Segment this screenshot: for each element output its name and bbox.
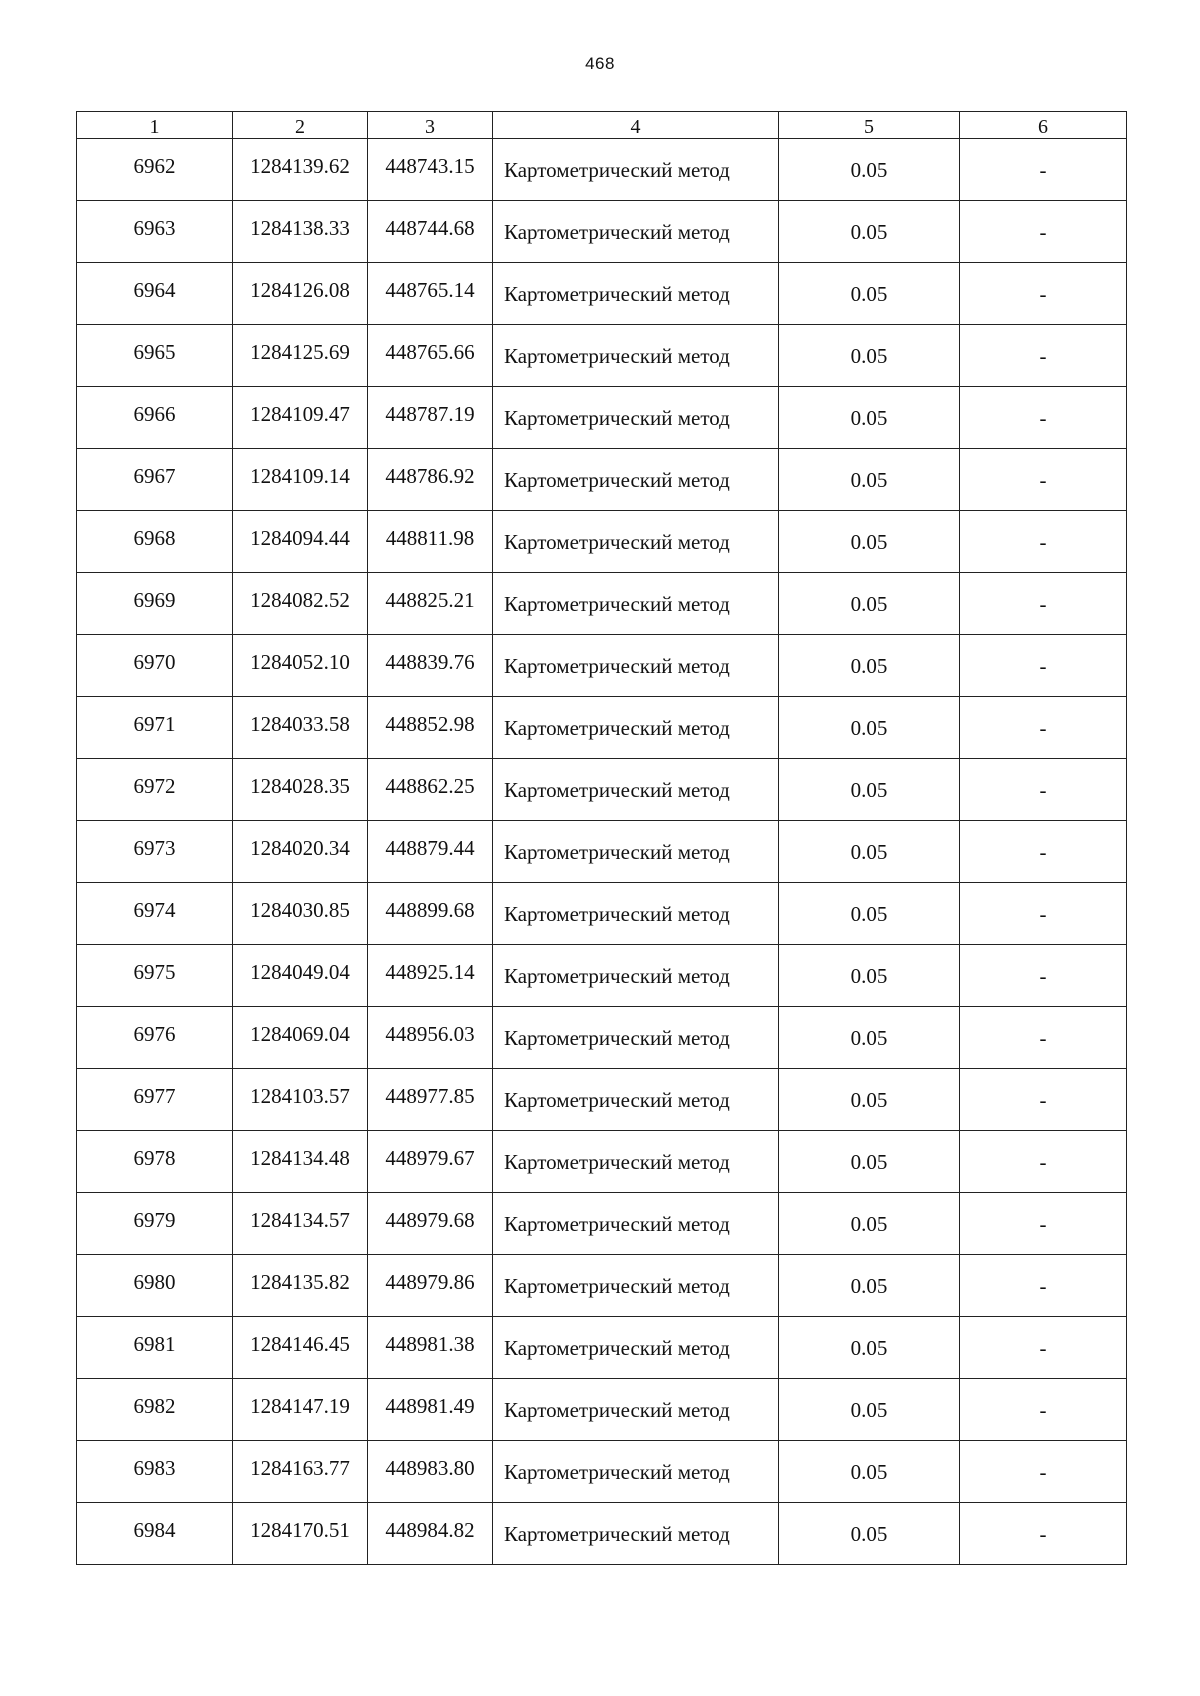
- note-cell: -: [960, 325, 1127, 387]
- column-header-5: 5: [779, 112, 960, 139]
- point-number-cell: 6965: [77, 325, 233, 387]
- point-number-cell: 6968: [77, 511, 233, 573]
- accuracy-cell: 0.05: [779, 821, 960, 883]
- y-coordinate-cell: 448979.67: [368, 1131, 493, 1193]
- point-number-cell: 6981: [77, 1317, 233, 1379]
- point-number-cell: 6973: [77, 821, 233, 883]
- accuracy-cell: 0.05: [779, 1379, 960, 1441]
- point-number-cell: 6962: [77, 139, 233, 201]
- column-header-1: 1: [77, 112, 233, 139]
- table-row: [77, 1193, 1127, 1255]
- x-coordinate-cell: 1284146.45: [233, 1317, 368, 1379]
- note-cell: -: [960, 1317, 1127, 1379]
- method-cell: Картометрический метод: [493, 697, 779, 759]
- column-header-3: 3: [368, 112, 493, 139]
- point-number-cell: 6976: [77, 1007, 233, 1069]
- point-number-cell: 6977: [77, 1069, 233, 1131]
- point-number-cell: 6963: [77, 201, 233, 263]
- method-cell: Картометрический метод: [493, 759, 779, 821]
- accuracy-cell: 0.05: [779, 201, 960, 263]
- point-number-cell: 6972: [77, 759, 233, 821]
- x-coordinate-cell: 1284109.47: [233, 387, 368, 449]
- accuracy-cell: 0.05: [779, 1317, 960, 1379]
- note-cell: -: [960, 573, 1127, 635]
- note-cell: -: [960, 1441, 1127, 1503]
- y-coordinate-cell: 448862.25: [368, 759, 493, 821]
- method-cell: Картометрический метод: [493, 573, 779, 635]
- x-coordinate-cell: 1284052.10: [233, 635, 368, 697]
- y-coordinate-cell: 448787.19: [368, 387, 493, 449]
- table-row: [77, 573, 1127, 635]
- method-cell: Картометрический метод: [493, 387, 779, 449]
- x-coordinate-cell: 1284094.44: [233, 511, 368, 573]
- table-row: [77, 325, 1127, 387]
- table-row: [77, 1317, 1127, 1379]
- method-cell: Картометрический метод: [493, 1317, 779, 1379]
- accuracy-cell: 0.05: [779, 1441, 960, 1503]
- method-cell: Картометрический метод: [493, 201, 779, 263]
- y-coordinate-cell: 448979.68: [368, 1193, 493, 1255]
- note-cell: -: [960, 1131, 1127, 1193]
- x-coordinate-cell: 1284147.19: [233, 1379, 368, 1441]
- x-coordinate-cell: 1284069.04: [233, 1007, 368, 1069]
- y-coordinate-cell: 448743.15: [368, 139, 493, 201]
- note-cell: -: [960, 1503, 1127, 1565]
- table-row: [77, 449, 1127, 511]
- table-row: [77, 697, 1127, 759]
- table-row: [77, 821, 1127, 883]
- table-row: [77, 635, 1127, 697]
- note-cell: -: [960, 1379, 1127, 1441]
- point-number-cell: 6978: [77, 1131, 233, 1193]
- accuracy-cell: 0.05: [779, 139, 960, 201]
- table-row: [77, 511, 1127, 573]
- method-cell: Картометрический метод: [493, 139, 779, 201]
- point-number-cell: 6984: [77, 1503, 233, 1565]
- page-number: 468: [585, 54, 615, 73]
- method-cell: Картометрический метод: [493, 1007, 779, 1069]
- accuracy-cell: 0.05: [779, 697, 960, 759]
- y-coordinate-cell: 448811.98: [368, 511, 493, 573]
- x-coordinate-cell: 1284028.35: [233, 759, 368, 821]
- method-cell: Картометрический метод: [493, 263, 779, 325]
- y-coordinate-cell: 448956.03: [368, 1007, 493, 1069]
- note-cell: -: [960, 1255, 1127, 1317]
- accuracy-cell: 0.05: [779, 325, 960, 387]
- table-row: [77, 139, 1127, 201]
- note-cell: -: [960, 449, 1127, 511]
- note-cell: -: [960, 1069, 1127, 1131]
- table-row: [77, 387, 1127, 449]
- accuracy-cell: 0.05: [779, 883, 960, 945]
- method-cell: Картометрический метод: [493, 883, 779, 945]
- x-coordinate-cell: 1284126.08: [233, 263, 368, 325]
- accuracy-cell: 0.05: [779, 759, 960, 821]
- column-header-2: 2: [233, 112, 368, 139]
- x-coordinate-cell: 1284163.77: [233, 1441, 368, 1503]
- method-cell: Картометрический метод: [493, 1255, 779, 1317]
- header-row: [77, 112, 1127, 139]
- accuracy-cell: 0.05: [779, 635, 960, 697]
- accuracy-cell: 0.05: [779, 263, 960, 325]
- table-row: [77, 1255, 1127, 1317]
- accuracy-cell: 0.05: [779, 1503, 960, 1565]
- y-coordinate-cell: 448786.92: [368, 449, 493, 511]
- x-coordinate-cell: 1284082.52: [233, 573, 368, 635]
- method-cell: Картометрический метод: [493, 1503, 779, 1565]
- x-coordinate-cell: 1284020.34: [233, 821, 368, 883]
- accuracy-cell: 0.05: [779, 945, 960, 1007]
- point-number-cell: 6966: [77, 387, 233, 449]
- x-coordinate-cell: 1284030.85: [233, 883, 368, 945]
- note-cell: -: [960, 821, 1127, 883]
- note-cell: -: [960, 201, 1127, 263]
- y-coordinate-cell: 448899.68: [368, 883, 493, 945]
- accuracy-cell: 0.05: [779, 511, 960, 573]
- x-coordinate-cell: 1284139.62: [233, 139, 368, 201]
- point-number-cell: 6964: [77, 263, 233, 325]
- y-coordinate-cell: 448981.38: [368, 1317, 493, 1379]
- note-cell: -: [960, 697, 1127, 759]
- accuracy-cell: 0.05: [779, 1069, 960, 1131]
- method-cell: Картометрический метод: [493, 1193, 779, 1255]
- y-coordinate-cell: 448744.68: [368, 201, 493, 263]
- point-number-cell: 6969: [77, 573, 233, 635]
- point-number-cell: 6974: [77, 883, 233, 945]
- x-coordinate-cell: 1284103.57: [233, 1069, 368, 1131]
- table-body: [77, 139, 1127, 1565]
- table-row: [77, 759, 1127, 821]
- accuracy-cell: 0.05: [779, 1193, 960, 1255]
- x-coordinate-cell: 1284049.04: [233, 945, 368, 1007]
- point-number-cell: 6982: [77, 1379, 233, 1441]
- y-coordinate-cell: 448983.80: [368, 1441, 493, 1503]
- note-cell: -: [960, 883, 1127, 945]
- accuracy-cell: 0.05: [779, 1255, 960, 1317]
- table-row: [77, 945, 1127, 1007]
- table-row: [77, 1441, 1127, 1503]
- point-number-cell: 6983: [77, 1441, 233, 1503]
- point-number-cell: 6980: [77, 1255, 233, 1317]
- note-cell: -: [960, 139, 1127, 201]
- y-coordinate-cell: 448879.44: [368, 821, 493, 883]
- accuracy-cell: 0.05: [779, 387, 960, 449]
- y-coordinate-cell: 448765.14: [368, 263, 493, 325]
- accuracy-cell: 0.05: [779, 1131, 960, 1193]
- y-coordinate-cell: 448925.14: [368, 945, 493, 1007]
- y-coordinate-cell: 448839.76: [368, 635, 493, 697]
- x-coordinate-cell: 1284109.14: [233, 449, 368, 511]
- note-cell: -: [960, 263, 1127, 325]
- coordinates-table: [76, 111, 1127, 1565]
- x-coordinate-cell: 1284134.48: [233, 1131, 368, 1193]
- table-row: [77, 201, 1127, 263]
- method-cell: Картометрический метод: [493, 449, 779, 511]
- table-row: [77, 1069, 1127, 1131]
- note-cell: -: [960, 635, 1127, 697]
- method-cell: Картометрический метод: [493, 1131, 779, 1193]
- note-cell: -: [960, 387, 1127, 449]
- y-coordinate-cell: 448977.85: [368, 1069, 493, 1131]
- y-coordinate-cell: 448852.98: [368, 697, 493, 759]
- y-coordinate-cell: 448979.86: [368, 1255, 493, 1317]
- note-cell: -: [960, 759, 1127, 821]
- note-cell: -: [960, 945, 1127, 1007]
- x-coordinate-cell: 1284033.58: [233, 697, 368, 759]
- point-number-cell: 6975: [77, 945, 233, 1007]
- accuracy-cell: 0.05: [779, 449, 960, 511]
- point-number-cell: 6967: [77, 449, 233, 511]
- table-header: [77, 112, 1127, 139]
- table-row: [77, 1379, 1127, 1441]
- method-cell: Картометрический метод: [493, 635, 779, 697]
- y-coordinate-cell: 448765.66: [368, 325, 493, 387]
- x-coordinate-cell: 1284134.57: [233, 1193, 368, 1255]
- note-cell: -: [960, 511, 1127, 573]
- x-coordinate-cell: 1284170.51: [233, 1503, 368, 1565]
- point-number-cell: 6979: [77, 1193, 233, 1255]
- note-cell: -: [960, 1193, 1127, 1255]
- x-coordinate-cell: 1284138.33: [233, 201, 368, 263]
- y-coordinate-cell: 448984.82: [368, 1503, 493, 1565]
- table-row: [77, 883, 1127, 945]
- column-header-4: 4: [493, 112, 779, 139]
- accuracy-cell: 0.05: [779, 573, 960, 635]
- table-row: [77, 263, 1127, 325]
- method-cell: Картометрический метод: [493, 1379, 779, 1441]
- y-coordinate-cell: 448981.49: [368, 1379, 493, 1441]
- table-row: [77, 1007, 1127, 1069]
- y-coordinate-cell: 448825.21: [368, 573, 493, 635]
- method-cell: Картометрический метод: [493, 325, 779, 387]
- method-cell: Картометрический метод: [493, 821, 779, 883]
- coordinates-table-container: [76, 111, 1126, 1565]
- column-header-6: 6: [960, 112, 1127, 139]
- accuracy-cell: 0.05: [779, 1007, 960, 1069]
- point-number-cell: 6971: [77, 697, 233, 759]
- method-cell: Картометрический метод: [493, 1441, 779, 1503]
- x-coordinate-cell: 1284125.69: [233, 325, 368, 387]
- table-row: [77, 1131, 1127, 1193]
- note-cell: -: [960, 1007, 1127, 1069]
- x-coordinate-cell: 1284135.82: [233, 1255, 368, 1317]
- method-cell: Картометрический метод: [493, 945, 779, 1007]
- method-cell: Картометрический метод: [493, 1069, 779, 1131]
- point-number-cell: 6970: [77, 635, 233, 697]
- method-cell: Картометрический метод: [493, 511, 779, 573]
- table-row: [77, 1503, 1127, 1565]
